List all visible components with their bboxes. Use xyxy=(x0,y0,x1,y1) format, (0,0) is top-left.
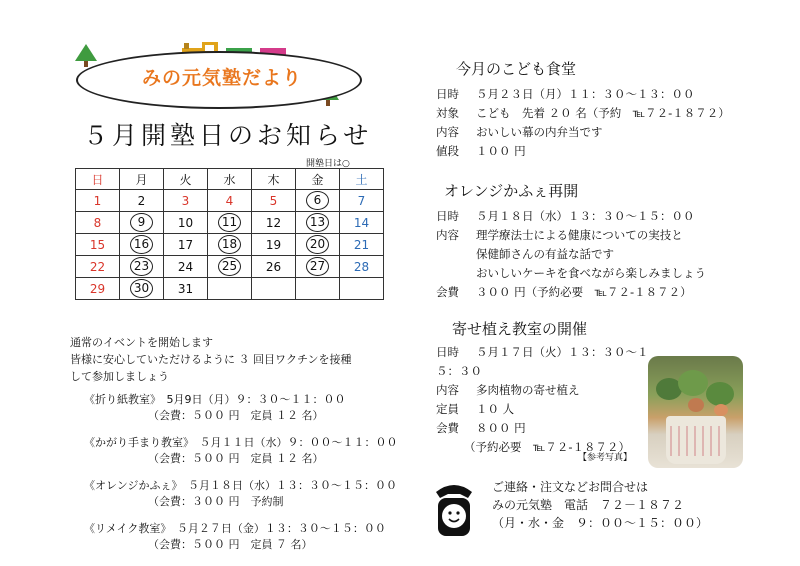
day-number: 5 xyxy=(269,193,278,208)
calendar-day xyxy=(208,278,252,300)
row-label: 日時 xyxy=(436,87,459,101)
day-header: 土 xyxy=(340,169,384,190)
day-number: 1 xyxy=(93,193,102,208)
calendar-day xyxy=(252,212,296,234)
open-day-number: 16 xyxy=(130,235,153,254)
calendar-day xyxy=(120,234,164,256)
day-number: 17 xyxy=(177,237,194,252)
calendar-day xyxy=(296,256,340,278)
tree-icon xyxy=(75,44,97,67)
contact-block xyxy=(492,478,708,532)
calendar-day xyxy=(164,190,208,212)
row-label: 値段 xyxy=(436,144,459,158)
open-day-number: 27 xyxy=(306,257,329,276)
row-label: 会費 xyxy=(436,421,459,435)
calendar-day xyxy=(340,256,384,278)
day-header: 日 xyxy=(76,169,120,190)
calendar-day xyxy=(252,278,296,300)
orange-cafe-section xyxy=(436,180,776,302)
page-title: ５月開塾日のお知らせ xyxy=(83,121,373,150)
notice-line: 皆様に安心していただけるように ３ 回目ワクチンを接種 xyxy=(70,353,352,366)
event-detail: （会費：３００ 円 予約制 xyxy=(148,495,284,508)
row-value: １００ 円 xyxy=(476,144,526,158)
calendar-day xyxy=(120,190,164,212)
event-item xyxy=(84,435,398,467)
calendar-day xyxy=(76,256,120,278)
open-day-number: 11 xyxy=(218,213,241,232)
calendar-day xyxy=(296,234,340,256)
event-list xyxy=(84,392,398,553)
section-title: 今月のこども食堂 xyxy=(456,60,577,78)
calendar-day xyxy=(164,212,208,234)
calendar-day xyxy=(252,190,296,212)
day-header: 水 xyxy=(208,169,252,190)
contact-line: ご連絡・注文などお問合せは xyxy=(492,480,649,494)
section-title: 寄せ植え教室の開催 xyxy=(452,320,588,338)
calendar-day xyxy=(340,234,384,256)
row-value: ８００ 円 xyxy=(476,421,526,435)
event-item xyxy=(84,521,398,553)
row-value: おいしい幕の内弁当です xyxy=(476,125,603,139)
event-title: 《折り紙教室》 5月9日（月）９：３０～１１：００ xyxy=(84,393,346,406)
row-label: 定員 xyxy=(436,402,459,416)
day-number: 8 xyxy=(93,215,102,230)
row-value: おいしいケーキを食べながら楽しみましょう xyxy=(476,266,706,280)
may-calendar xyxy=(75,168,384,300)
day-number: 24 xyxy=(177,259,194,274)
open-day-number: 30 xyxy=(130,279,153,298)
row-label: 対象 xyxy=(436,106,459,120)
planting-section xyxy=(436,318,656,457)
calendar-day xyxy=(296,212,340,234)
event-title: 《オレンジかふぇ》 ５月１８日（水）１３：３０～１５：００ xyxy=(84,479,397,492)
row-label: 日時 xyxy=(436,345,459,359)
calendar-day xyxy=(120,212,164,234)
notice-block xyxy=(70,334,351,385)
calendar-day xyxy=(208,234,252,256)
event-title: 《かがり手まり教室》 ５月１１日（水）９：００～１１：００ xyxy=(84,436,398,449)
day-number: 28 xyxy=(353,259,370,274)
day-header: 金 xyxy=(296,169,340,190)
event-title: 《リメイク教室》 ５月２７日（金）１３：３０～１５：００ xyxy=(84,522,386,535)
day-number: 14 xyxy=(353,215,370,230)
calendar-day xyxy=(208,190,252,212)
row-label: 会費 xyxy=(436,285,459,299)
day-header: 月 xyxy=(120,169,164,190)
calendar-day xyxy=(76,190,120,212)
open-day-number: 9 xyxy=(130,213,153,232)
row-value: １０ 人 xyxy=(476,402,515,416)
row-value: ３００ 円（予約必要 ℡７２-１８７２） xyxy=(476,285,692,299)
day-number: 2 xyxy=(137,193,146,208)
day-number: 12 xyxy=(265,215,282,230)
calendar-week-row xyxy=(76,190,384,212)
event-item xyxy=(84,478,398,510)
day-header: 火 xyxy=(164,169,208,190)
day-number: 3 xyxy=(181,193,190,208)
row-value: 多肉植物の寄せ植え xyxy=(476,383,580,397)
day-number: 21 xyxy=(353,237,370,252)
calendar-day xyxy=(120,278,164,300)
row-label: 内容 xyxy=(436,125,459,139)
notice-line: 通常のイベントを開始します xyxy=(70,336,213,349)
calendar-header-row xyxy=(76,169,384,190)
day-number: 10 xyxy=(177,215,194,230)
calendar-week-row xyxy=(76,256,384,278)
newsletter-title: みの元気塾だより xyxy=(141,67,302,89)
calendar-day xyxy=(340,212,384,234)
row-value: 保健師さんの有益な話です xyxy=(476,247,614,261)
event-detail: （会費：５００ 円 定員 １２ 名） xyxy=(148,409,324,422)
calendar-week-row xyxy=(76,278,384,300)
row-label: 日時 xyxy=(436,209,459,223)
row-label: 内容 xyxy=(436,383,459,397)
cafeteria-section xyxy=(436,58,766,161)
calendar-day xyxy=(164,256,208,278)
row-value: （予約必要 ℡７２-１８７２） xyxy=(464,440,631,454)
calendar-day xyxy=(340,278,384,300)
open-day-number: 20 xyxy=(306,235,329,254)
day-number: 19 xyxy=(265,237,282,252)
succulent-photo xyxy=(648,356,743,468)
day-number: 29 xyxy=(89,281,106,296)
calendar-day xyxy=(164,234,208,256)
calendar-day xyxy=(76,278,120,300)
calendar-day xyxy=(208,256,252,278)
row-value: ５月１７日（火）１３：３０～１５：３０ xyxy=(436,345,649,378)
open-day-number: 13 xyxy=(306,213,329,232)
row-value: ５月２３日（月）１１：３０～１３：００ xyxy=(476,87,695,101)
row-value: 理学療法士による健康についての実技と xyxy=(476,228,683,242)
day-number: 22 xyxy=(89,259,106,274)
calendar-day xyxy=(252,256,296,278)
photo-caption: 【参考写真】 xyxy=(578,453,633,463)
calendar-day xyxy=(296,190,340,212)
contact-line: みの元気塾 電話 ７２－１８７２ xyxy=(492,498,685,512)
calendar-day xyxy=(340,190,384,212)
calendar-note: 開塾日は○ xyxy=(306,159,350,169)
calendar-day xyxy=(208,212,252,234)
calendar-day xyxy=(296,278,340,300)
open-day-number: 25 xyxy=(218,257,241,276)
event-detail: （会費：５００ 円 定員 １２ 名） xyxy=(148,452,324,465)
open-day-number: 23 xyxy=(130,257,153,276)
calendar-day xyxy=(252,234,296,256)
day-header: 木 xyxy=(252,169,296,190)
day-number: 4 xyxy=(225,193,234,208)
calendar-day xyxy=(76,234,120,256)
calendar-day xyxy=(120,256,164,278)
day-number: 31 xyxy=(177,281,194,296)
row-label: 内容 xyxy=(436,228,459,242)
event-detail: （会費：５００ 円 定員 ７ 名） xyxy=(148,538,313,551)
day-number: 15 xyxy=(89,237,106,252)
telephone-icon xyxy=(430,478,478,540)
calendar-week-row xyxy=(76,234,384,256)
contact-line: （月・水・金 ９：００～１５：００） xyxy=(492,516,709,530)
event-item xyxy=(84,392,398,424)
row-value: ５月１８日（水）１３：３０～１５：００ xyxy=(476,209,695,223)
open-day-number: 6 xyxy=(306,191,329,210)
notice-line: して参加しましょう xyxy=(70,370,169,383)
calendar-week-row xyxy=(76,212,384,234)
open-day-number: 18 xyxy=(218,235,241,254)
day-number: 7 xyxy=(357,193,366,208)
section-title: オレンジかふぇ再開 xyxy=(444,182,579,200)
calendar-day xyxy=(164,278,208,300)
row-value: こども 先着 ２０ 名（予約 ℡７２-１８７２） xyxy=(476,106,730,120)
day-number: 26 xyxy=(265,259,282,274)
calendar-day xyxy=(76,212,120,234)
